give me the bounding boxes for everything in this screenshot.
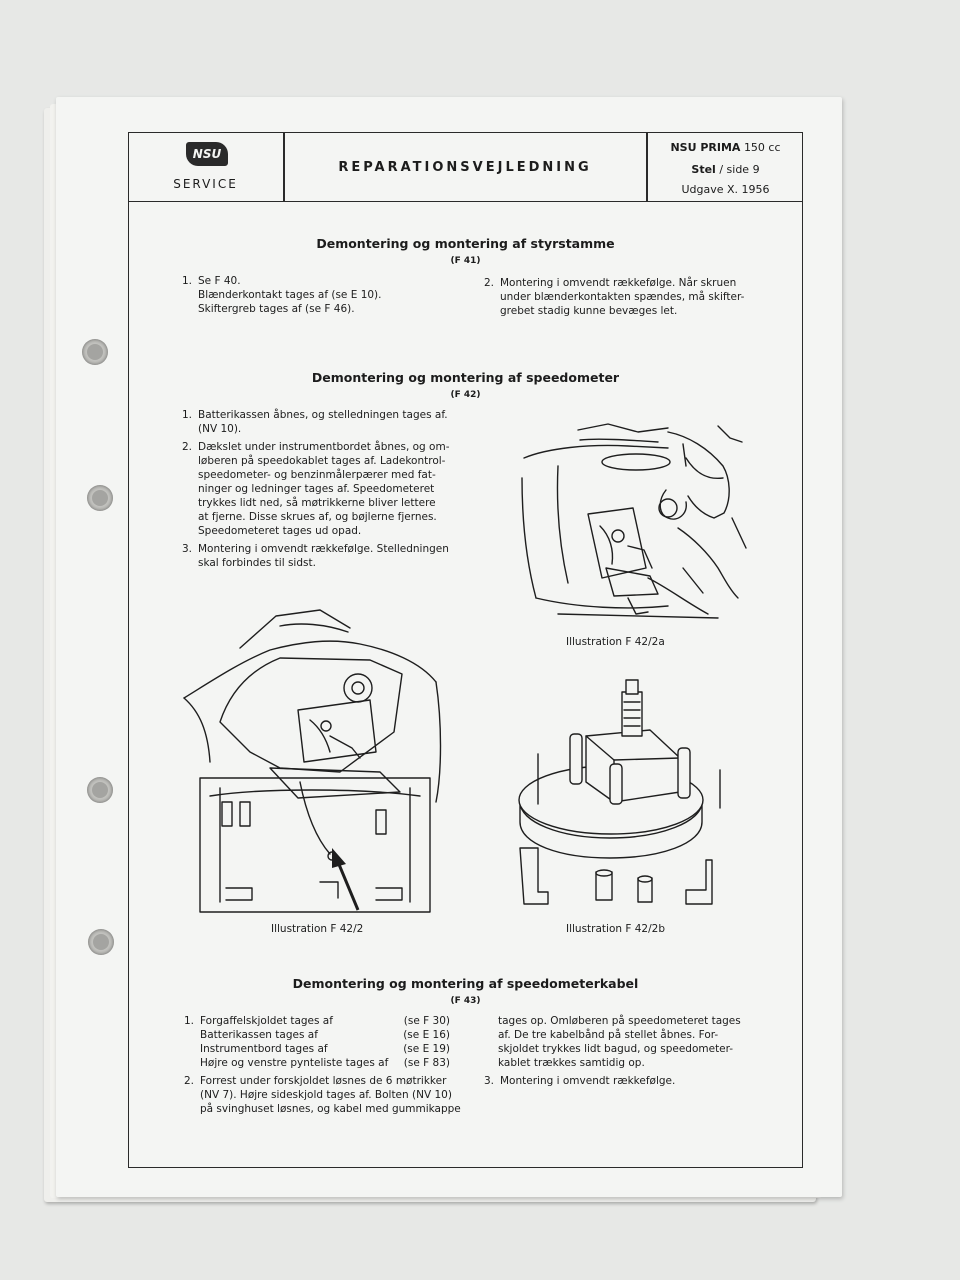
illustration-f42-2a	[518, 418, 750, 632]
text-line: Montering i omvendt rækkefølge.	[500, 1075, 676, 1087]
ref-label: Instrumentbord tages af	[200, 1043, 328, 1055]
section-page: / side 9	[719, 163, 760, 176]
text-line: trykkes lidt ned, så møtrikkerne bliver lettere	[198, 497, 436, 509]
caption-f42-2: Illustration F 42/2	[271, 923, 364, 935]
caption-f42-2a: Illustration F 42/2a	[566, 636, 665, 648]
ref-code: (se F 30)	[403, 1015, 450, 1027]
text-line: Blænderkontakt tages af (se E 10).	[198, 289, 382, 301]
model-name: NSU PRIMA	[670, 141, 741, 154]
item-number: 2.	[184, 1075, 195, 1087]
text-line: Skiftergreb tages af (se F 46).	[198, 303, 355, 315]
text-line: Se F 40.	[198, 275, 241, 287]
ref-label: Højre og venstre pynteliste tages af	[200, 1057, 389, 1069]
text-line: ninger og ledninger tages af. Speedometeret	[198, 483, 435, 495]
list-item	[484, 1074, 774, 1088]
text-line: løberen på speedokablet tages af. Ladekontrol-	[198, 455, 446, 467]
punch-hole	[88, 929, 114, 955]
item-number: 1.	[182, 409, 193, 421]
text-line: skjoldet trykkes lidt bagud, og speedometer-	[498, 1043, 734, 1055]
text-line: Dækslet under instrumentbordet åbnes, og om-	[198, 441, 450, 453]
f41-left-text	[182, 274, 452, 320]
list-item	[182, 274, 452, 316]
section-title-f43: Demontering og montering af speedometerkabel	[292, 976, 639, 991]
text-line: Forrest under forskjoldet løsnes de 6 møtrikker	[200, 1075, 447, 1087]
continued-text	[484, 1014, 774, 1070]
list-item	[184, 1074, 474, 1116]
text-line: at fjerne. Disse skrues af, og bøjlerne fjernes.	[198, 511, 437, 523]
text-line: (NV 10).	[198, 423, 242, 435]
ref-row	[200, 1042, 450, 1056]
ref-label: Forgaffelskjoldet tages af	[200, 1015, 333, 1027]
section-code-f43: (F 43)	[450, 996, 481, 1006]
nsu-logo: NSU	[186, 142, 228, 166]
illustration-f42-2b	[480, 672, 742, 912]
section-title-f41: Demontering og montering af styrstamme	[316, 236, 615, 251]
punch-hole	[82, 339, 108, 365]
ref-row	[200, 1056, 450, 1070]
text-line: Batterikassen åbnes, og stelledningen tages af.	[198, 409, 448, 421]
ref-label: Batterikassen tages af	[200, 1029, 318, 1041]
text-line: Montering i omvendt rækkefølge. Når skruen	[500, 277, 737, 289]
section-title-f42: Demontering og montering af speedometer	[311, 370, 620, 385]
item-number: 1.	[182, 275, 193, 287]
model-cc: 150 cc	[743, 141, 781, 154]
f41-right-text	[484, 276, 764, 322]
ref-code: (se F 83)	[403, 1057, 450, 1069]
edition: Udgave X. 1956	[681, 183, 770, 196]
f42-text	[182, 408, 462, 574]
service-label: SERVICE	[173, 177, 238, 191]
item-number: 2.	[484, 277, 495, 289]
text-line: tages op. Omløberen på speedometeret tages	[498, 1015, 741, 1027]
item-number: 2.	[182, 441, 193, 453]
text-line: speedometer- og benzinmålerpærer med fat-	[198, 469, 436, 481]
ref-code: (se E 16)	[403, 1029, 450, 1041]
section-code-f41: (F 41)	[450, 256, 481, 266]
text-line: af. De tre kabelbånd på stellet åbnes. For-	[498, 1029, 719, 1041]
punch-hole	[87, 485, 113, 511]
item-number: 1.	[184, 1015, 195, 1027]
text-line: på svinghuset løsnes, og kabel med gummikappe	[200, 1103, 461, 1115]
text-line: kablet trækkes samtidig op.	[498, 1057, 645, 1069]
ref-row	[200, 1028, 450, 1042]
header-divider	[646, 132, 648, 201]
text-line: Speedometeret tages ud opad.	[198, 525, 362, 537]
illustration-f42-2	[180, 602, 450, 918]
list-item	[184, 1014, 474, 1070]
item-number: 3.	[484, 1075, 495, 1087]
list-item	[182, 440, 462, 538]
punch-hole	[87, 777, 113, 803]
text-line: skal forbindes til sidst.	[198, 557, 316, 569]
text-line: under blænderkontakten spændes, må skifter-	[500, 291, 745, 303]
section-code-f42: (F 42)	[450, 390, 481, 400]
ref-row	[200, 1014, 450, 1028]
text-line: grebet stadig kunne bevæges let.	[500, 305, 678, 317]
ref-code: (se E 19)	[403, 1043, 450, 1055]
text-line: (NV 7). Højre sideskjold tages af. Bolten (NV 10)	[200, 1089, 452, 1101]
text-line: Montering i omvendt rækkefølge. Stelledningen	[198, 543, 449, 555]
manual-title: REPARATIONSVEJLEDNING	[338, 160, 592, 175]
f43-right-text	[484, 1014, 774, 1092]
list-item	[182, 542, 462, 570]
page-header	[128, 132, 803, 202]
model-line	[653, 141, 798, 154]
item-number: 3.	[182, 543, 193, 555]
list-item	[182, 408, 462, 436]
section-line	[653, 163, 798, 176]
section-name: Stel	[691, 163, 716, 176]
list-item	[484, 276, 764, 318]
caption-f42-2b: Illustration F 42/2b	[566, 923, 665, 935]
f43-left-text	[184, 1014, 474, 1120]
